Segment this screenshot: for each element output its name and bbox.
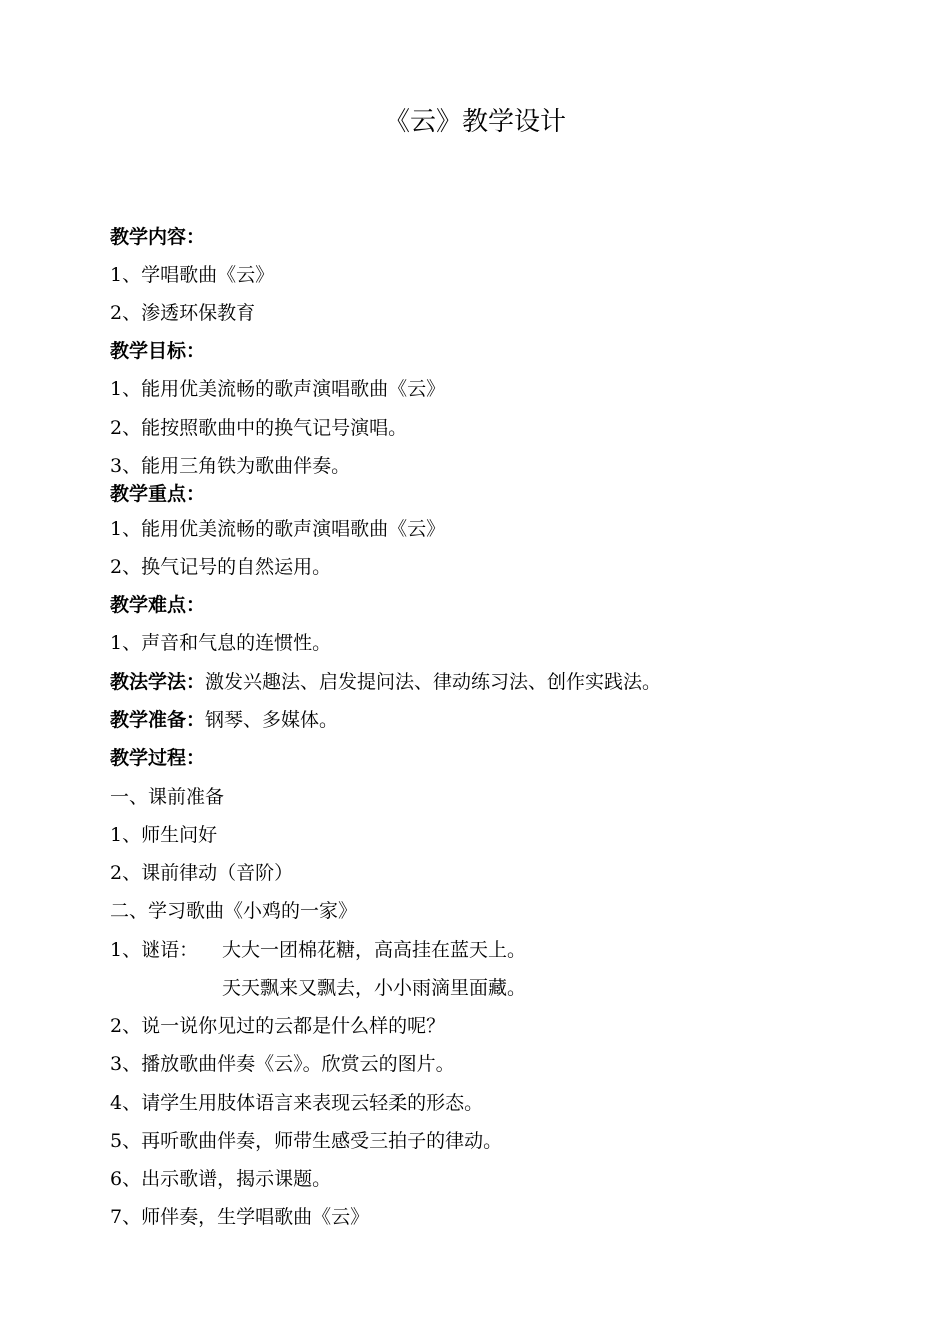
goal-item: 1、能用优美流畅的歌声演唱歌曲《云》 bbox=[110, 378, 446, 400]
focus-heading: 教学重点： bbox=[110, 483, 206, 505]
difficulty-heading: 教学难点： bbox=[110, 594, 206, 616]
riddle-line-2: 天天飘来又飘去，小小雨滴里面藏。 bbox=[222, 977, 527, 999]
riddle-line-1: 大大一团棉花糖，高高挂在蓝天上。 bbox=[222, 939, 527, 961]
process-item: 6、出示歌谱，揭示课题。 bbox=[110, 1168, 332, 1190]
focus-item: 2、换气记号的自然运用。 bbox=[110, 556, 332, 578]
riddle-label: 1、谜语： bbox=[110, 939, 199, 961]
goal-item: 3、能用三角铁为歌曲伴奏。 bbox=[110, 455, 351, 477]
document-title: 《云》教学设计 bbox=[383, 107, 566, 137]
content-item: 2、渗透环保教育 bbox=[110, 302, 256, 324]
process-part1-title: 一、课前准备 bbox=[110, 786, 225, 808]
prep-line bbox=[110, 707, 338, 733]
focus-item: 1、能用优美流畅的歌声演唱歌曲《云》 bbox=[110, 518, 446, 540]
process-item: 5、再听歌曲伴奏，师带生感受三拍子的律动。 bbox=[110, 1130, 503, 1152]
process-item: 2、课前律动（音阶） bbox=[110, 862, 294, 884]
content-heading: 教学内容： bbox=[110, 226, 206, 248]
difficulty-item: 1、声音和气息的连惯性。 bbox=[110, 632, 332, 654]
riddle-line bbox=[110, 937, 526, 963]
process-heading: 教学过程： bbox=[110, 747, 206, 769]
prep-label: 教学准备： bbox=[110, 709, 206, 731]
process-item: 7、师伴奏，生学唱歌曲《云》 bbox=[110, 1206, 370, 1228]
process-part2-title: 二、学习歌曲《小鸡的一家》 bbox=[110, 900, 358, 922]
goals-heading: 教学目标： bbox=[110, 340, 206, 362]
content-item: 1、学唱歌曲《云》 bbox=[110, 264, 275, 286]
methods-label: 教法学法： bbox=[110, 671, 206, 693]
process-item: 4、请学生用肢体语言来表现云轻柔的形态。 bbox=[110, 1092, 484, 1114]
methods-text: 激发兴趣法、启发提问法、律动练习法、创作实践法。 bbox=[205, 671, 662, 693]
process-item: 2、说一说你见过的云都是什么样的呢？ bbox=[110, 1015, 446, 1037]
methods-line bbox=[110, 669, 661, 695]
prep-text: 钢琴、多媒体。 bbox=[205, 709, 339, 731]
process-item: 1、师生问好 bbox=[110, 824, 218, 846]
process-item: 3、播放歌曲伴奏《云》。欣赏云的图片。 bbox=[110, 1053, 455, 1075]
goal-item: 2、能按照歌曲中的换气记号演唱。 bbox=[110, 417, 408, 439]
